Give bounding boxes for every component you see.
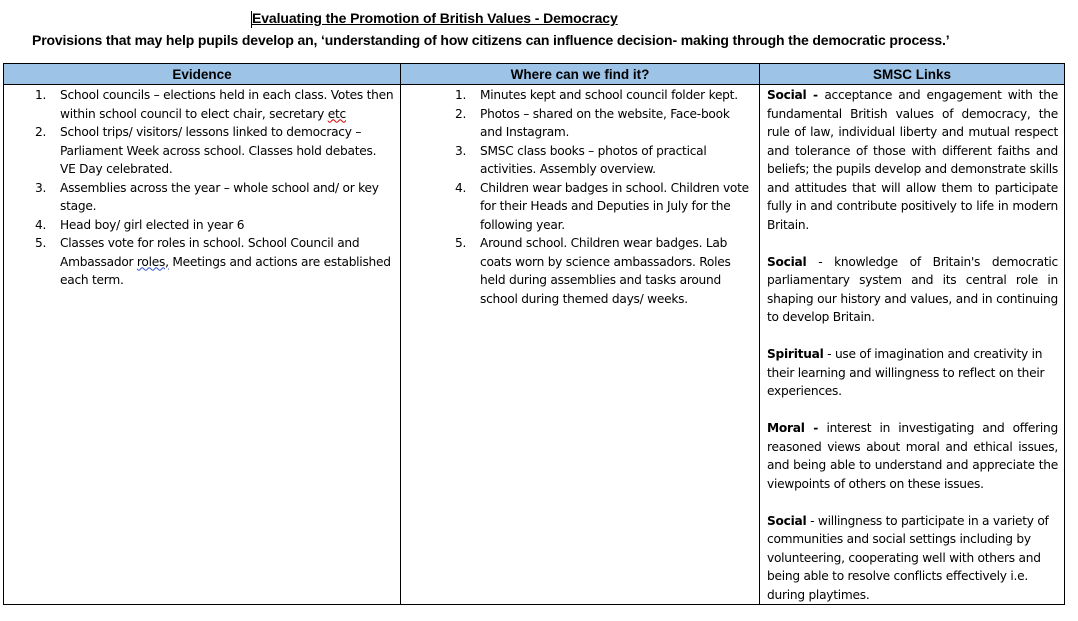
evidence-text: School councils – elections held in each class. Votes then within school council to elect chair, secretary	[60, 88, 394, 121]
column-header-evidence: Evidence	[4, 64, 401, 85]
list-number: 3.	[455, 143, 467, 158]
table-row	[4, 85, 1065, 605]
separator: -	[806, 254, 835, 269]
list-number: 5.	[35, 236, 47, 250]
smsc-paragraph	[767, 345, 1058, 401]
table-header-row	[4, 64, 1065, 85]
list-number: 5.	[455, 236, 467, 250]
smsc-category-label: Spiritual	[767, 347, 824, 361]
smsc-paragraph	[767, 253, 1058, 327]
evidence-item	[4, 179, 400, 216]
where-text: Photos – shared on the website, Face-book and Instagram.	[480, 106, 730, 139]
where-item	[401, 142, 759, 179]
separator: -	[804, 421, 827, 435]
evidence-item	[4, 234, 400, 290]
where-text: Children wear badges in school. Children vote for their Heads and Deputies in July for the following year.	[480, 180, 749, 232]
list-number: 1.	[35, 88, 47, 102]
smsc-paragraph	[767, 419, 1058, 493]
where-text: Minutes kept and school council folder kept.	[480, 88, 738, 102]
smsc-text: interest in investigating and offering reasoned views about moral and ethical issues, and being able to understand and appreciate the viewpoints of others on these issues.	[767, 421, 1058, 491]
where-item	[401, 105, 759, 142]
list-number: 1.	[455, 88, 467, 102]
smsc-text: acceptance and engagement with the fundamental British values of democracy, the rule of law, individual liberty and mutual respect and tolerance of those with different faiths and beliefs; the pupils develop and demonstrate skills and attitudes that will allow them to participate fully in and contribute positively to life in modern Britain.	[767, 88, 1058, 232]
where-item	[401, 86, 759, 105]
smsc-text: knowledge of Britain's democratic parliamentary system and its central role in shaping our history and values, and in continuing to develop Britain.	[767, 254, 1058, 324]
evidence-text: Meetings and actions are established each term.	[60, 254, 391, 287]
evidence-item	[4, 86, 400, 123]
smsc-category-label: Moral	[767, 421, 805, 435]
grammar-flagged-word[interactable]: roles,	[136, 254, 169, 269]
where-item	[401, 234, 759, 308]
list-number: 2.	[35, 125, 47, 139]
document-title: Evaluating the Promotion of British Values - Democracy	[252, 10, 618, 26]
evidence-text: Classes vote for roles in school. School Council and Ambassador	[60, 236, 360, 269]
smsc-category-label: Social	[767, 254, 807, 269]
document-subtitle: Provisions that may help pupils develop an, ‘understanding of how citizens can influence decision- making through the democratic process.’	[32, 32, 950, 48]
column-header-where: Where can we find it?	[401, 64, 760, 85]
list-number: 4.	[455, 180, 467, 195]
separator: -	[823, 347, 835, 361]
smsc-text: willingness to participate in a variety of communities and social settings including by volunteering, cooperating well with others and being able to resolve conflicts effectively i.e. during playtimes.	[767, 513, 1049, 602]
where-item	[401, 179, 759, 235]
list-number: 2.	[455, 106, 467, 121]
smsc-links-cell[interactable]	[760, 85, 1065, 605]
where-list	[401, 86, 759, 308]
separator: -	[806, 513, 818, 528]
smsc-category-label: Social	[767, 88, 807, 102]
evidence-list	[4, 86, 400, 290]
list-number: 4.	[35, 217, 47, 232]
spellcheck-flagged-word[interactable]: etc	[327, 106, 346, 121]
where-text: SMSC class books – photos of practical activities. Assembly overview.	[480, 143, 707, 176]
column-header-smsc-links: SMSC Links	[760, 64, 1065, 85]
evidence-item	[4, 123, 400, 179]
evaluation-table	[3, 63, 1065, 605]
evidence-text: School trips/ visitors/ lessons linked to democracy – Parliament Week across school. Classes hold debates. VE Day celebrated.	[60, 125, 377, 176]
evidence-item	[4, 216, 400, 235]
where-cell[interactable]	[401, 85, 760, 605]
list-number: 3.	[35, 180, 47, 195]
evidence-text: Head boy/ girl elected in year 6	[60, 217, 245, 232]
smsc-paragraph	[767, 512, 1058, 605]
smsc-links	[760, 85, 1064, 604]
smsc-category-label: Social	[767, 513, 807, 528]
separator: -	[806, 88, 825, 102]
evidence-text: Assemblies across the year – whole school and/ or key stage.	[60, 180, 379, 213]
smsc-paragraph	[767, 86, 1058, 234]
evidence-cell[interactable]	[4, 85, 401, 605]
where-text: Around school. Children wear badges. Lab coats worn by science ambassadors. Roles held during assemblies and tasks around school during themed days/ weeks.	[480, 236, 731, 306]
smsc-text: use of imagination and creativity in their learning and willingness to reflect on their experiences.	[767, 347, 1045, 398]
